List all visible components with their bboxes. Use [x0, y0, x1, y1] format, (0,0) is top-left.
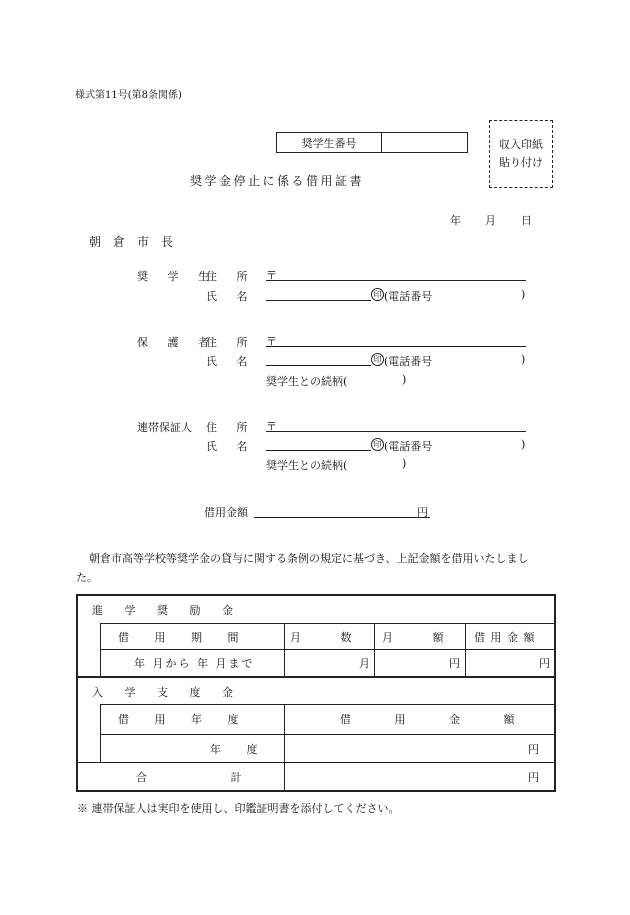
guarantor-note: ※ 連帯保証人は実印を使用し、印鑑証明書を添付してください。 — [77, 802, 400, 815]
guarantor-address-label: 住 所 — [206, 421, 256, 434]
section-admission-title: 入 学 支 度 金 — [92, 686, 242, 699]
header-loan-total: 借 用 金 額 — [340, 713, 535, 726]
loan-amount-unit: 円 — [417, 506, 428, 519]
guardian-postal-mark: 〒 — [266, 335, 277, 348]
student-number-box — [276, 132, 468, 153]
date-month-label: 月 — [485, 214, 496, 227]
header-loan-period: 借 用 期 間 — [118, 631, 250, 644]
stamp-label-1: 収入印紙 — [499, 138, 543, 151]
document-title: 奨学金停止に係る借用証書 — [190, 174, 365, 188]
header-monthly-amount: 月 額 — [382, 631, 462, 644]
revenue-stamp-box — [489, 120, 553, 188]
cell-loan-period[interactable]: 年 月から 年 月まで — [134, 657, 255, 670]
cell-loan-amount[interactable]: 円 — [539, 657, 550, 670]
guarantor-role-label: 連帯保証人 — [137, 421, 192, 434]
guardian-role-label: 保 護 者 — [137, 336, 217, 349]
guardian-name-label: 氏 名 — [206, 355, 256, 368]
student-number-label: 奨学生番号 — [277, 133, 382, 152]
guarantor-seal-mark: 印 — [371, 438, 384, 451]
student-name-label: 氏 名 — [206, 290, 256, 303]
header-fiscal-year: 借 用 年 度 — [118, 713, 250, 726]
student-address-label: 住 所 — [206, 270, 256, 283]
stamp-label-2: 貼り付け — [499, 156, 543, 169]
guardian-name-line[interactable] — [266, 365, 371, 366]
student-address-line[interactable] — [266, 280, 526, 281]
student-postal-mark: 〒 — [266, 269, 277, 282]
cell-months[interactable]: 月 — [359, 657, 370, 670]
total-amount[interactable]: 円 — [528, 771, 539, 784]
guarantor-phone-label: (電話番号 — [384, 440, 433, 453]
form-number: 様式第11号(第8条関係) — [75, 90, 182, 101]
body-text-line1: 朝倉市高等学校等奨学金の貸与に関する条例の規定に基づき、上記金額を借用いたしまし — [89, 552, 529, 565]
cell-fiscal-year[interactable]: 年 度 — [210, 743, 269, 756]
loan-amount-label: 借用金額 — [204, 506, 248, 519]
guardian-address-line[interactable] — [266, 346, 526, 347]
guardian-relation-close: ) — [402, 373, 407, 386]
header-months: 月 数 — [290, 631, 370, 644]
guardian-phone-label: (電話番号 — [384, 355, 433, 368]
guardian-address-label: 住 所 — [206, 336, 256, 349]
cell-loan-total[interactable]: 円 — [528, 743, 539, 756]
student-number-field[interactable] — [382, 133, 467, 152]
guarantor-relation-close: ) — [402, 457, 407, 470]
student-seal-mark: 印 — [371, 288, 384, 301]
date-day-label: 日 — [521, 214, 532, 227]
guarantor-name-label: 氏 名 — [206, 440, 256, 453]
guarantor-address-line[interactable] — [266, 431, 526, 432]
guarantor-postal-mark: 〒 — [266, 420, 277, 433]
total-label: 合 計 — [136, 771, 282, 784]
header-loan-amount: 借 用 金 額 — [474, 631, 536, 644]
body-text-line2: た。 — [76, 571, 98, 584]
student-phone-label: (電話番号 — [384, 290, 433, 303]
guarantor-phone-close: ) — [521, 438, 526, 451]
student-name-line[interactable] — [266, 300, 371, 301]
loan-details-table — [76, 594, 556, 792]
guardian-phone-close: ) — [521, 353, 526, 366]
guardian-relation-label: 奨学生との続柄( — [266, 375, 348, 388]
loan-amount-line[interactable] — [254, 517, 430, 518]
cell-monthly-amount[interactable]: 円 — [449, 657, 460, 670]
section-scholarship-title: 進 学 奨 励 金 — [92, 604, 242, 617]
guarantor-relation-label: 奨学生との続柄( — [266, 459, 348, 472]
guarantor-name-line[interactable] — [266, 450, 371, 451]
student-phone-close: ) — [521, 288, 526, 301]
guardian-seal-mark: 印 — [371, 353, 384, 366]
addressee: 朝倉市長 — [89, 235, 186, 249]
student-role-label: 奨 学 生 — [137, 270, 217, 283]
date-year-label: 年 — [450, 214, 461, 227]
